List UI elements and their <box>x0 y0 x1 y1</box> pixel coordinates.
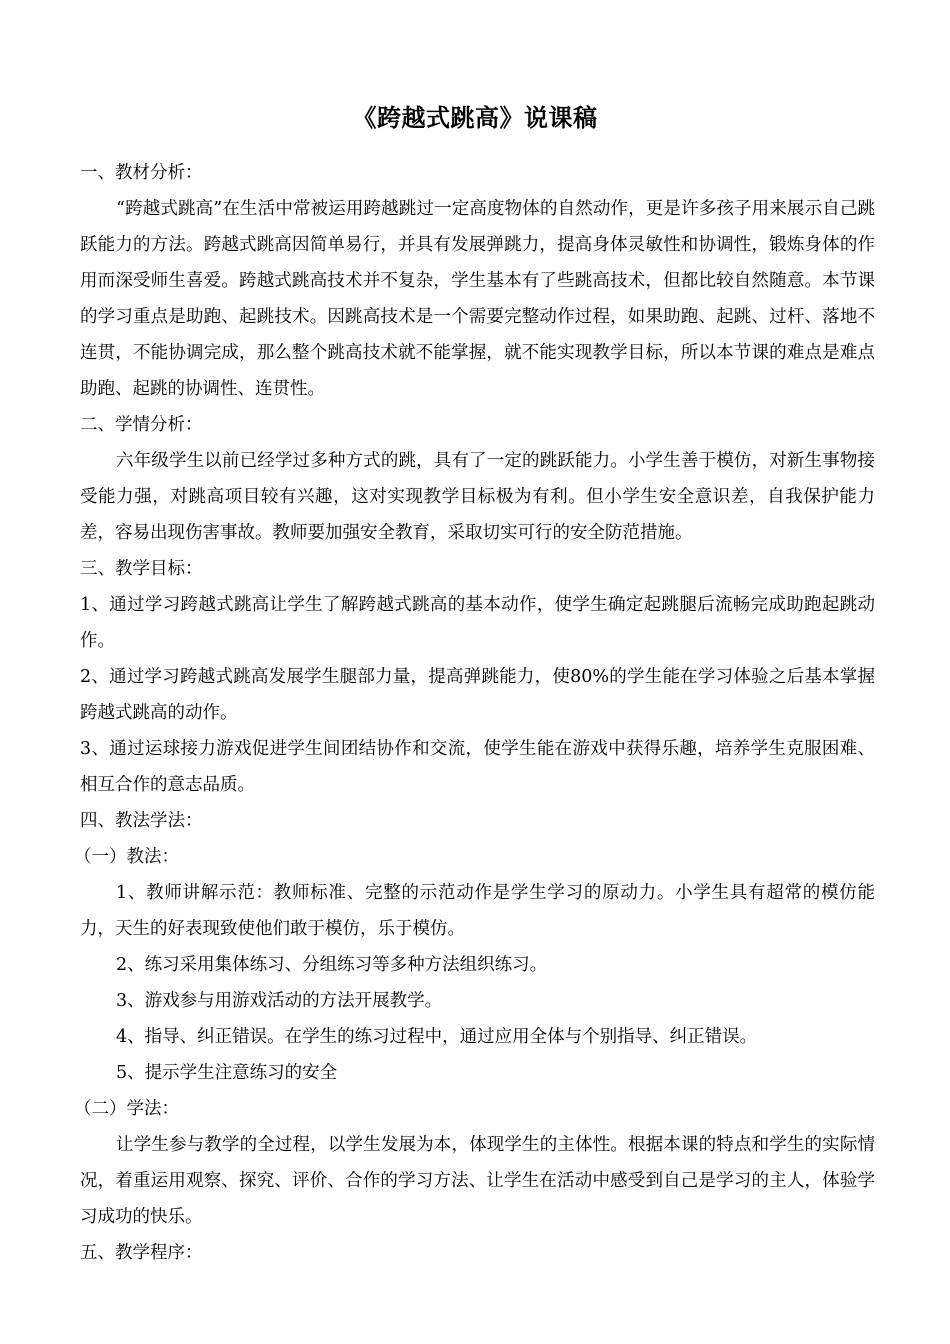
method-item-1: 1、教师讲解示范：教师标准、完整的示范动作是学生学习的原动力。小学生具有超常的模仿能力，天生的好表现致使他们敢于模仿，乐于模仿。 <box>80 883 875 939</box>
document-body <box>74 155 875 1271</box>
goal-item-2: 2、通过学习跨越式跳高发展学生腿部力量，提高弹跳能力，使80%的学生能在学习体验之后基本掌握跨越式跳高的动作。 <box>80 667 875 723</box>
subsection-heading-learning-method: （二）学法： <box>74 1099 179 1119</box>
section-heading-2: 二、学情分析： <box>80 415 203 435</box>
paragraph-material-analysis: “跨越式跳高”在生活中常被运用跨越跳过一定高度物体的自然动作，更是许多孩子用来展示自己跳跃能力的方法。跨越式跳高因简单易行，并具有发展弹跳力，提高身体灵敏性和协调性，锻炼身体的作用而深受师生喜爱。跨越式跳高技术并不复杂，学生基本有了些跳高技术，但都比较自然随意。本节课的学习重点是助跑、起跳技术。因跳高技术是一个需要完整动作过程，如果助跑、起跳、过杆、落地不连贯，不能协调完成，那么整个跳高技术就不能掌握，就不能实现教学目标，所以本节课的难点是难点助跑、起跳的协调性、连贯性。 <box>80 199 875 399</box>
subsection-heading-teaching-method: （一）教法： <box>74 847 179 867</box>
method-item-4: 4、指导、纠正错误。在学生的练习过程中，通过应用全体与个别指导、纠正错误。 <box>116 1027 758 1047</box>
goal-item-1: 1、通过学习跨越式跳高让学生了解跨越式跳高的基本动作，使学生确定起跳腿后流畅完成助跑起跳动作。 <box>80 595 875 651</box>
paragraph-learning-method: 让学生参与教学的全过程，以学生发展为本，体现学生的主体性。根据本课的特点和学生的实际情况，着重运用观察、探究、评价、合作的学习方法、让学生在活动中感受到自己是学习的主人，体验学习成功的快乐。 <box>80 1135 875 1227</box>
paragraph-student-analysis: 六年级学生以前已经学过多种方式的跳，具有了一定的跳跃能力。小学生善于模仿，对新生事物接受能力强，对跳高项目较有兴趣，这对实现教学目标极为有利。但小学生安全意识差，自我保护能力差，容易出现伤害事故。教师要加强安全教育，采取切实可行的安全防范措施。 <box>80 451 875 543</box>
section-heading-5: 五、教学程序： <box>80 1243 203 1263</box>
goal-item-3: 3、通过运球接力游戏促进学生间团结协作和交流，使学生能在游戏中获得乐趣，培养学生克服困难、相互合作的意志品质。 <box>80 739 875 795</box>
section-heading-3: 三、教学目标： <box>80 559 203 579</box>
section-heading-1: 一、教材分析： <box>80 163 203 183</box>
method-item-5: 5、提示学生注意练习的安全 <box>116 1063 338 1083</box>
method-item-3: 3、游戏参与用游戏活动的方法开展教学。 <box>116 991 443 1011</box>
method-item-2: 2、练习采用集体练习、分组练习等多种方法组织练习。 <box>116 955 548 975</box>
page-title: 《跨越式跳高》说课稿 <box>352 104 598 132</box>
section-heading-4: 四、教法学法： <box>80 811 203 831</box>
